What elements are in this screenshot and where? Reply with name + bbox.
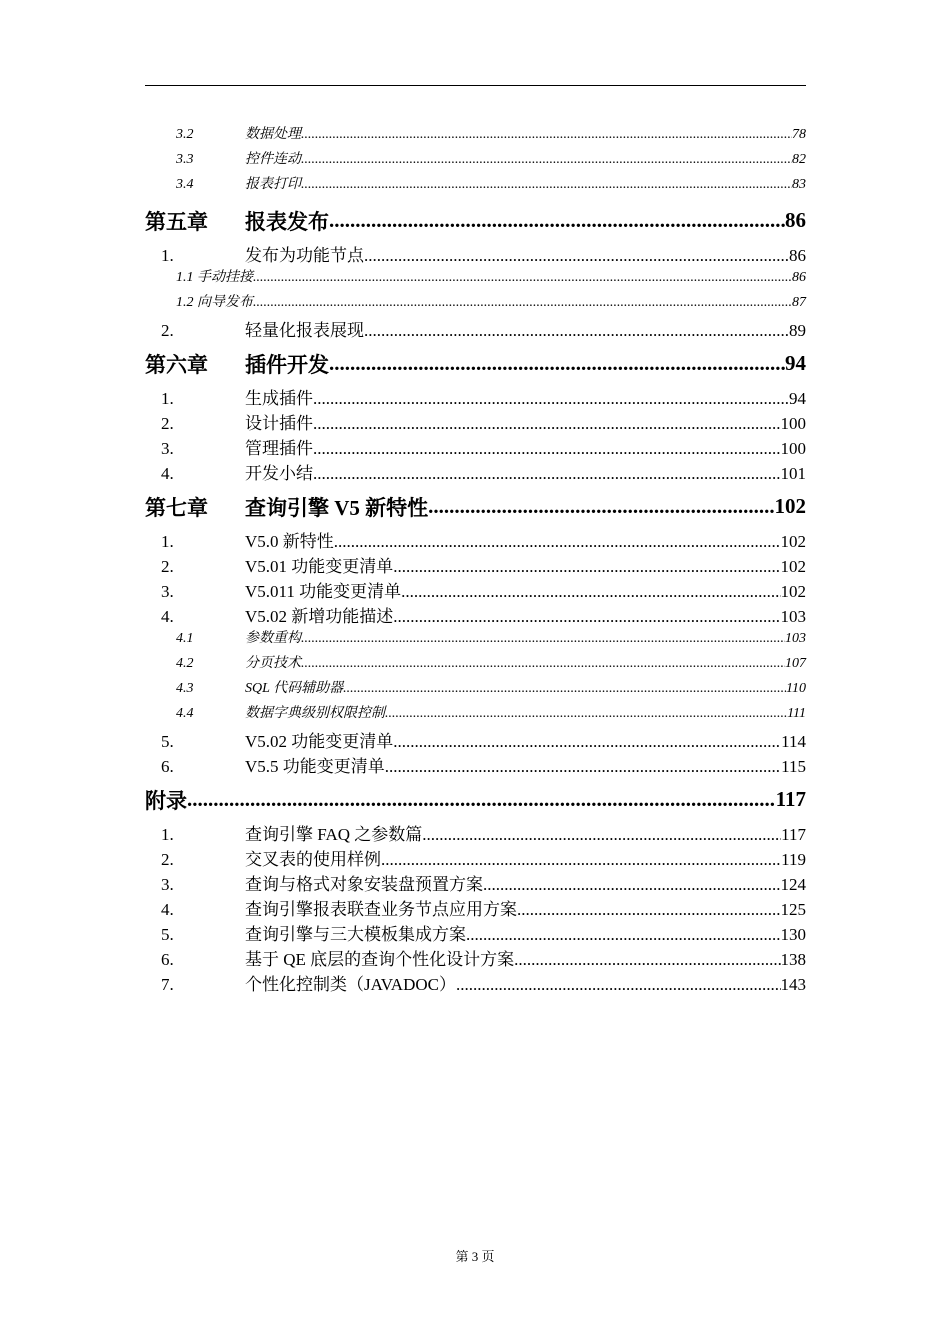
page-footer: 第 3 页 — [455, 1249, 495, 1264]
toc-entry[interactable] — [145, 752, 806, 777]
toc-entry[interactable] — [145, 384, 806, 409]
toc-entry-title: 分页技术 — [245, 656, 301, 671]
toc-entry-title: 参数重构 — [245, 631, 301, 646]
toc-page-number: 103 — [785, 631, 806, 646]
toc-entry[interactable] — [145, 316, 806, 341]
toc-entry[interactable] — [145, 123, 806, 148]
toc-entry[interactable] — [145, 409, 806, 434]
toc-entry-title: V5.01 功能变更清单 — [245, 557, 394, 576]
toc-dot-leader — [313, 389, 789, 409]
toc-entry-number: 1. — [161, 825, 174, 844]
toc-entry-number: 6. — [161, 950, 174, 969]
toc-entry-title: 查询与格式对象安装盘预置方案 — [245, 875, 483, 894]
toc-entry-number: 4.3 — [176, 681, 194, 696]
toc-entry[interactable] — [145, 489, 806, 524]
toc-entry[interactable] — [145, 895, 806, 920]
toc-page-number: 100 — [780, 414, 806, 433]
header-rule — [145, 85, 806, 86]
table-of-contents — [145, 123, 806, 995]
toc-entry-number: 2. — [161, 850, 174, 869]
toc-entry-title: 开发小结 — [245, 464, 313, 483]
toc-page-number: 107 — [785, 656, 806, 671]
toc-dot-leader — [364, 246, 789, 266]
toc-page-number: 119 — [781, 850, 806, 869]
toc-entry-number: 第五章 — [145, 209, 208, 234]
toc-dot-leader — [456, 975, 781, 995]
toc-page-number: 102 — [780, 582, 806, 601]
toc-dot-leader — [301, 152, 792, 168]
toc-entry[interactable] — [145, 173, 806, 198]
toc-entry-number: 3. — [161, 875, 174, 894]
toc-entry-number: 2. — [161, 414, 174, 433]
toc-entry-number: 3. — [161, 582, 174, 601]
toc-dot-leader — [313, 414, 781, 434]
toc-entry[interactable] — [145, 945, 806, 970]
toc-page-number: 86 — [785, 208, 806, 232]
toc-entry-title: 1.2 向导发布 — [176, 295, 253, 310]
toc-entry[interactable] — [145, 870, 806, 895]
toc-page-number: 82 — [792, 152, 806, 167]
toc-dot-leader — [301, 127, 792, 143]
toc-dot-leader — [514, 950, 780, 970]
toc-entry-title: 发布为功能节点 — [245, 246, 364, 265]
toc-entry[interactable] — [145, 434, 806, 459]
toc-entry-title: V5.02 功能变更清单 — [245, 732, 394, 751]
toc-entry-number: 6. — [161, 757, 174, 776]
toc-dot-leader — [253, 270, 792, 286]
toc-page-number: 130 — [780, 925, 806, 944]
toc-entry[interactable] — [145, 148, 806, 173]
toc-entry[interactable] — [145, 459, 806, 484]
toc-page-number: 102 — [780, 557, 806, 576]
toc-entry-number: 第七章 — [145, 495, 208, 520]
toc-dot-leader — [422, 825, 781, 845]
toc-entry[interactable] — [145, 241, 806, 266]
toc-entry-title: 基于 QE 底层的查询个性化设计方案 — [245, 950, 515, 969]
toc-entry-number: 4.1 — [176, 631, 194, 646]
toc-dot-leader — [393, 557, 780, 577]
toc-page-number: 86 — [789, 246, 806, 265]
toc-page-number: 110 — [786, 681, 806, 696]
toc-entry-number: 4. — [161, 900, 174, 919]
toc-page-number: 103 — [780, 607, 806, 626]
toc-entry[interactable] — [145, 602, 806, 627]
toc-entry-title: 设计插件 — [245, 414, 313, 433]
toc-dot-leader — [517, 900, 781, 920]
toc-entry-title: 附录 — [145, 788, 187, 813]
toc-entry-number: 4. — [161, 607, 174, 626]
toc-entry-title: 数据字典级别权限控制 — [245, 706, 385, 721]
toc-entry[interactable] — [145, 577, 806, 602]
toc-entry-number: 3.3 — [176, 152, 194, 167]
toc-dot-leader — [428, 494, 774, 519]
toc-entry-title: V5.5 功能变更清单 — [245, 757, 385, 776]
toc-dot-leader — [466, 925, 781, 945]
toc-entry[interactable] — [145, 845, 806, 870]
toc-entry-number: 1. — [161, 246, 174, 265]
toc-entry-title: SQL 代码辅助器 — [245, 681, 344, 696]
toc-entry[interactable] — [145, 266, 806, 291]
toc-dot-leader — [301, 177, 792, 193]
toc-entry-number: 3.2 — [176, 127, 194, 142]
toc-page-number: 100 — [780, 439, 806, 458]
toc-entry-title: V5.0 新特性 — [245, 532, 334, 551]
toc-entry[interactable] — [145, 291, 806, 316]
toc-entry[interactable] — [145, 552, 806, 577]
toc-page-number: 101 — [780, 464, 806, 483]
toc-entry[interactable] — [145, 970, 806, 995]
toc-entry-number: 2. — [161, 321, 174, 340]
toc-page-number: 111 — [787, 706, 806, 721]
toc-page-number: 143 — [780, 975, 806, 994]
toc-dot-leader — [393, 607, 780, 627]
toc-entry[interactable] — [145, 782, 806, 817]
toc-entry-number: 2. — [161, 557, 174, 576]
toc-page-number: 125 — [780, 900, 806, 919]
toc-entry-number: 1. — [161, 389, 174, 408]
toc-entry-number: 5. — [161, 925, 174, 944]
toc-page-number: 124 — [780, 875, 806, 894]
toc-page-number: 78 — [792, 127, 806, 142]
toc-dot-leader — [334, 532, 781, 552]
toc-page-number: 87 — [792, 295, 806, 310]
toc-entry-number: 3.4 — [176, 177, 194, 192]
toc-entry-title: 报表发布 — [245, 209, 329, 234]
toc-dot-leader — [483, 875, 781, 895]
toc-entry[interactable] — [145, 527, 806, 552]
toc-dot-leader — [343, 681, 786, 697]
toc-entry-number: 4.2 — [176, 656, 194, 671]
toc-page-number: 102 — [780, 532, 806, 551]
toc-entry[interactable] — [145, 677, 806, 702]
toc-dot-leader — [381, 850, 781, 870]
toc-entry-title: V5.02 新增功能描述 — [245, 607, 394, 626]
toc-entry-title: V5.011 功能变更清单 — [245, 582, 402, 601]
toc-entry-title: 报表打印 — [245, 177, 301, 192]
toc-entry-title: 管理插件 — [245, 439, 313, 458]
toc-page-number: 102 — [774, 494, 806, 518]
toc-dot-leader — [385, 757, 781, 777]
toc-page-number: 94 — [789, 389, 806, 408]
toc-dot-leader — [364, 321, 789, 341]
toc-page-number: 94 — [785, 351, 806, 375]
toc-entry-title: 轻量化报表展现 — [245, 321, 364, 340]
toc-entry-title: 查询引擎 V5 新特性 — [245, 495, 429, 520]
toc-entry-title: 生成插件 — [245, 389, 313, 408]
toc-entry-number: 3. — [161, 439, 174, 458]
toc-dot-leader — [329, 351, 785, 376]
toc-page-number: 83 — [792, 177, 806, 192]
toc-entry[interactable] — [145, 203, 806, 238]
toc-entry-title: 控件连动 — [245, 152, 301, 167]
toc-entry[interactable] — [145, 702, 806, 727]
toc-entry-title: 数据处理 — [245, 127, 301, 142]
toc-entry-title: 交叉表的使用样例 — [245, 850, 381, 869]
toc-entry-title: 插件开发 — [245, 352, 329, 377]
toc-entry-number: 第六章 — [145, 352, 208, 377]
toc-page-number: 117 — [781, 825, 806, 844]
toc-dot-leader — [393, 732, 781, 752]
toc-entry-number: 1. — [161, 532, 174, 551]
toc-entry-number: 7. — [161, 975, 174, 994]
toc-dot-leader — [253, 295, 792, 311]
toc-dot-leader — [313, 439, 781, 459]
toc-entry-title: 1.1 手动挂接 — [176, 270, 253, 285]
toc-page-number: 86 — [792, 270, 806, 285]
toc-dot-leader — [401, 582, 780, 602]
toc-entry-number: 5. — [161, 732, 174, 751]
toc-entry-title: 查询引擎 FAQ 之参数篇 — [245, 825, 423, 844]
toc-entry[interactable] — [145, 920, 806, 945]
toc-dot-leader — [301, 631, 785, 647]
toc-entry-title: 查询引擎报表联查业务节点应用方案 — [245, 900, 517, 919]
toc-entry-title: 查询引擎与三大模板集成方案 — [245, 925, 466, 944]
toc-entry-title: 个性化控制类（JAVADOC） — [245, 975, 456, 994]
toc-page-number: 117 — [775, 787, 806, 811]
toc-page-number: 138 — [780, 950, 806, 969]
toc-entry[interactable] — [145, 727, 806, 752]
toc-page-number: 115 — [781, 757, 806, 776]
toc-entry-number: 4. — [161, 464, 174, 483]
toc-page-number: 114 — [781, 732, 806, 751]
toc-dot-leader — [313, 464, 781, 484]
toc-dot-leader — [385, 706, 787, 722]
toc-dot-leader — [187, 787, 776, 812]
toc-entry[interactable] — [145, 346, 806, 381]
toc-dot-leader — [301, 656, 785, 672]
toc-entry[interactable] — [145, 627, 806, 652]
toc-dot-leader — [329, 208, 785, 233]
toc-entry[interactable] — [145, 820, 806, 845]
toc-entry[interactable] — [145, 652, 806, 677]
toc-entry-number: 4.4 — [176, 706, 194, 721]
toc-page-number: 89 — [789, 321, 806, 340]
